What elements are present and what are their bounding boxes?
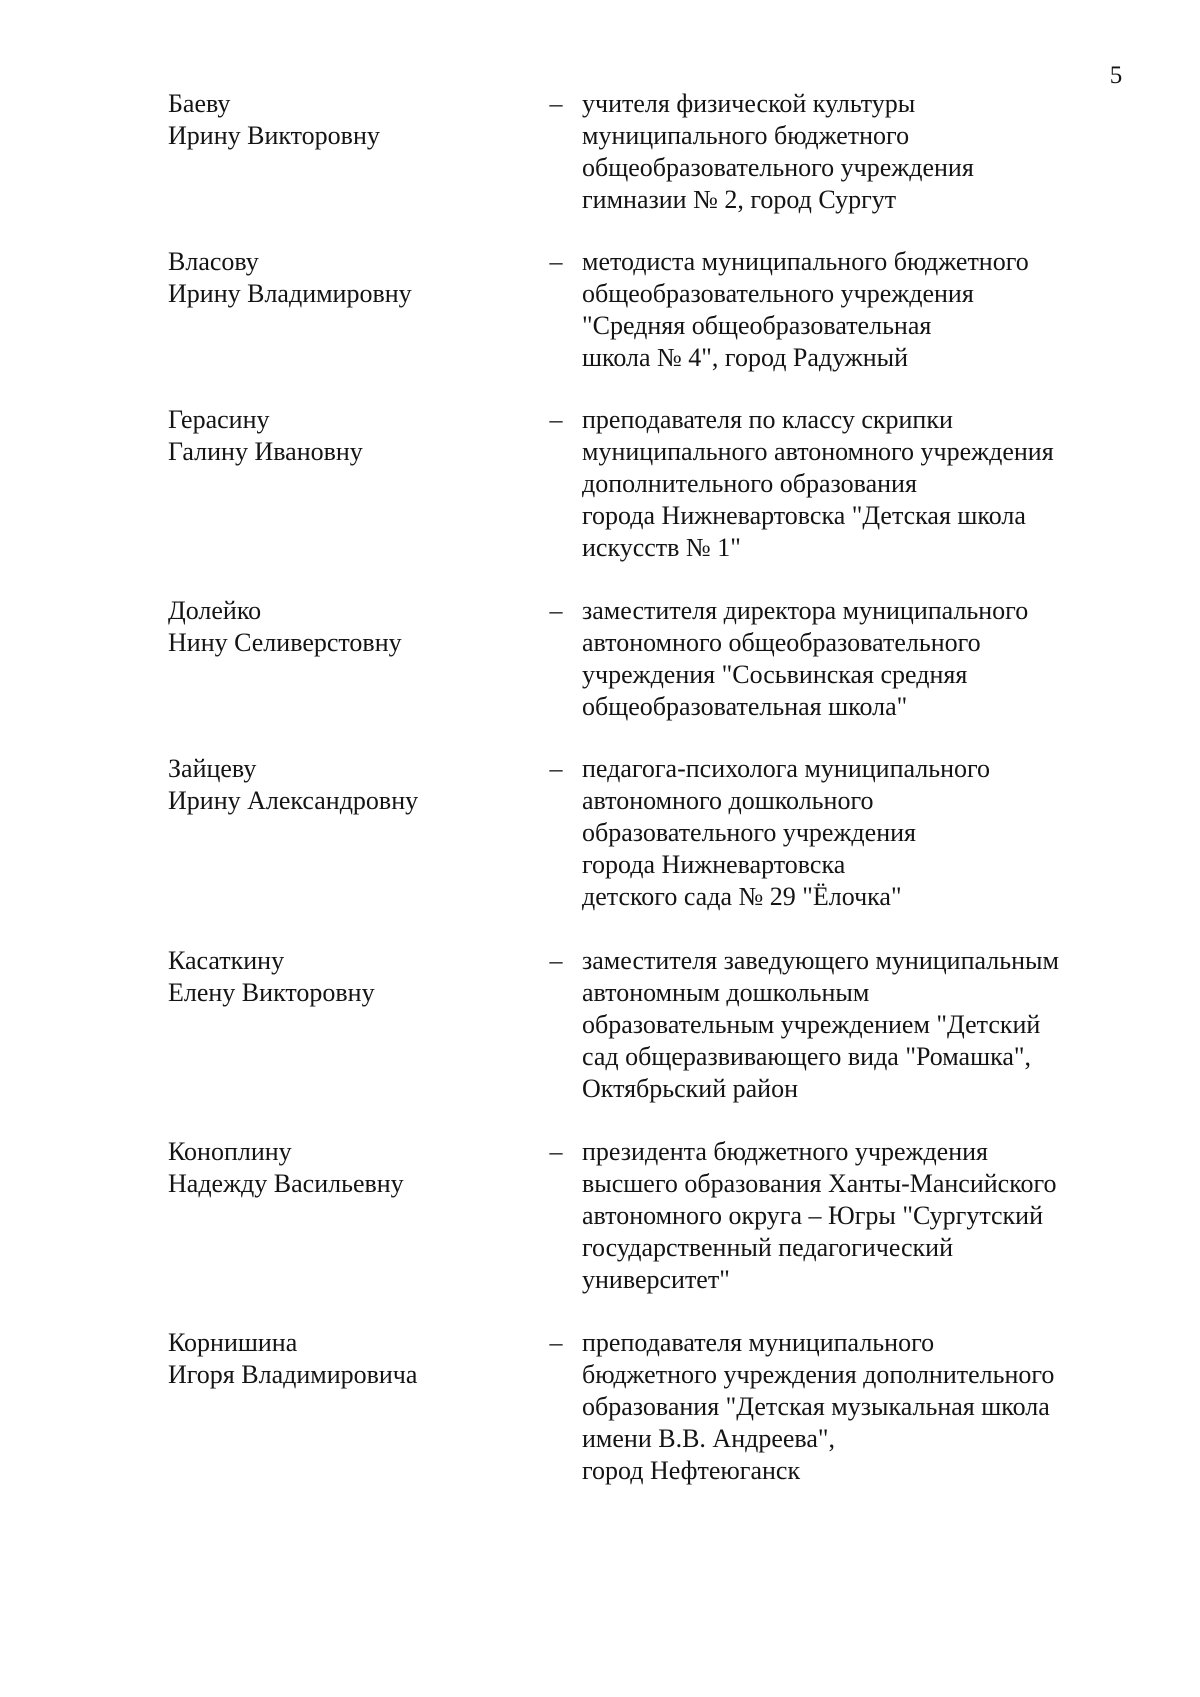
person-name: [168, 246, 528, 310]
description-line: высшего образования Ханты-Мансийского: [582, 1169, 1057, 1198]
given-names: Надежду Васильевну: [168, 1169, 404, 1198]
given-names: Нину Селиверстовну: [168, 628, 402, 657]
dash-separator: –: [549, 754, 563, 783]
page-number: 5: [1109, 62, 1123, 89]
description-line: имени В.В. Андреева",: [582, 1424, 836, 1453]
description-line: преподавателя муниципального: [582, 1328, 935, 1357]
dash-separator: –: [549, 89, 563, 118]
description-line: "Средняя общеобразовательная: [582, 311, 932, 340]
description-line: заместителя директора муниципального: [582, 596, 1029, 625]
surname: Зайцеву: [168, 754, 257, 783]
surname: Корнишина: [168, 1328, 298, 1357]
description-line: сад общеразвивающего вида "Ромашка",: [582, 1042, 1032, 1071]
description-line: города Нижневартовска: [582, 850, 846, 879]
description-line: образовательного учреждения: [582, 818, 916, 847]
person-name: [168, 1136, 528, 1200]
description-line: президента бюджетного учреждения: [582, 1137, 989, 1166]
description-line: гимназии № 2, город Сургут: [582, 185, 897, 214]
description-line: детского сада № 29 "Ёлочка": [582, 882, 902, 911]
dash-separator: –: [549, 946, 563, 975]
dash-separator: –: [549, 405, 563, 434]
description-line: муниципального автономного учреждения: [582, 437, 1054, 466]
position-description: [582, 945, 1142, 1105]
description-line: педагога-психолога муниципального: [582, 754, 991, 783]
description-line: автономного округа – Югры "Сургутский: [582, 1201, 1043, 1230]
given-names: Ирину Александровну: [168, 786, 419, 815]
description-line: город Нефтеюганск: [582, 1456, 801, 1485]
surname: Долейко: [168, 596, 262, 625]
description-line: автономным дошкольным: [582, 978, 870, 1007]
description-line: муниципального бюджетного: [582, 121, 910, 150]
person-name: [168, 753, 528, 817]
description-line: преподавателя по классу скрипки: [582, 405, 953, 434]
dash-separator: –: [549, 1328, 563, 1357]
person-name: [168, 404, 528, 468]
description-line: искусств № 1": [582, 533, 741, 562]
description-line: автономного общеобразовательного: [582, 628, 981, 657]
description-line: автономного дошкольного: [582, 786, 874, 815]
position-description: [582, 246, 1142, 374]
description-line: заместителя заведующего муниципальным: [582, 946, 1059, 975]
person-name: [168, 88, 528, 152]
given-names: Елену Викторовну: [168, 978, 375, 1007]
dash-separator: –: [549, 247, 563, 276]
position-description: [582, 1327, 1142, 1487]
description-line: образовательным учреждением "Детский: [582, 1010, 1041, 1039]
position-description: [582, 404, 1142, 564]
person-name: [168, 1327, 528, 1391]
given-names: Ирину Владимировну: [168, 279, 412, 308]
surname: Баеву: [168, 89, 231, 118]
position-description: [582, 753, 1142, 913]
person-name: [168, 945, 528, 1009]
description-line: общеобразовательного учреждения: [582, 279, 974, 308]
description-line: Октябрьский район: [582, 1074, 798, 1103]
description-line: учреждения "Сосьвинская средняя: [582, 660, 968, 689]
given-names: Галину Ивановну: [168, 437, 363, 466]
surname: Касаткину: [168, 946, 285, 975]
given-names: Ирину Викторовну: [168, 121, 380, 150]
description-line: университет": [582, 1265, 730, 1294]
description-line: города Нижневартовска "Детская школа: [582, 501, 1026, 530]
person-name: [168, 595, 528, 659]
surname: Власову: [168, 247, 259, 276]
position-description: [582, 88, 1142, 216]
given-names: Игоря Владимировича: [168, 1360, 418, 1389]
description-line: учителя физической культуры: [582, 89, 916, 118]
dash-separator: –: [549, 596, 563, 625]
surname: Герасину: [168, 405, 270, 434]
description-line: образования "Детская музыкальная школа: [582, 1392, 1050, 1421]
description-line: государственный педагогический: [582, 1233, 954, 1262]
description-line: дополнительного образования: [582, 469, 917, 498]
description-line: методиста муниципального бюджетного: [582, 247, 1029, 276]
description-line: общеобразовательного учреждения: [582, 153, 974, 182]
description-line: общеобразовательная школа": [582, 692, 908, 721]
surname: Коноплину: [168, 1137, 292, 1166]
position-description: [582, 595, 1142, 723]
position-description: [582, 1136, 1142, 1296]
description-line: бюджетного учреждения дополнительного: [582, 1360, 1055, 1389]
dash-separator: –: [549, 1137, 563, 1166]
description-line: школа № 4", город Радужный: [582, 343, 909, 372]
